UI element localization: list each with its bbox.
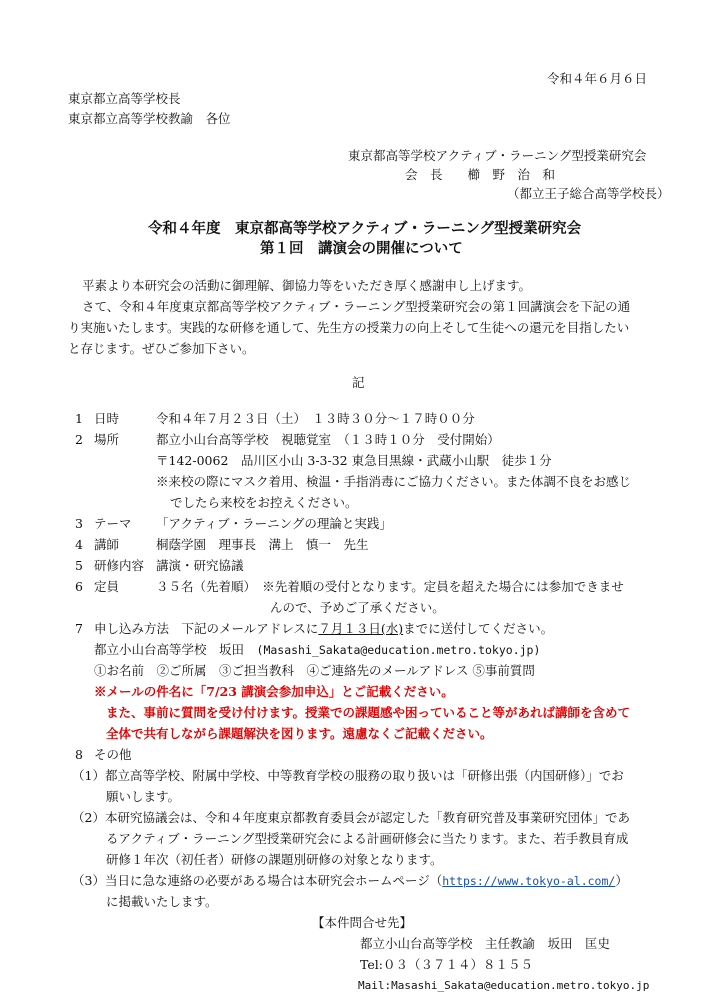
addressee-principals: 東京都立高等学校長 [68, 91, 181, 106]
document-title-line1: 令和４年度 東京都高等学校アクティブ・ラーニング型授業研究会 [148, 220, 582, 237]
item-place-note-line1: ※来校の際にマスク着用、検温・手指消毒にご協力ください。また体調不良をお感じ [156, 474, 632, 489]
sender-affiliation: （都立王子総合高等学校長） [507, 186, 670, 201]
addressee-teachers: 東京都立高等学校教諭 各位 [68, 111, 231, 126]
application-deadline: ７月１３日(水) [318, 621, 404, 636]
application-text-end: までに送付してください。 [403, 621, 554, 636]
inquiry-heading: 【本件問合せ先】 [312, 915, 413, 930]
item-label-other: その他 [94, 747, 132, 762]
application-question-note-line2: 全体で共有しながら課題解決を図ります。遠慮なくご記載ください。 [106, 726, 493, 741]
contact-email[interactable]: (Masashi_Sakata@education.metro.tokyo.jp) [256, 643, 541, 657]
other-2-line1: （2）本研究協議会は、令和４年度東京都教育委員会が認定した「教育研究普及事業研究団体」であ [72, 810, 630, 825]
item-label-capacity: 定員 [94, 579, 120, 594]
item-number-2: 2 [75, 432, 83, 447]
body-paragraph-2-line2: り実施いたします。実践的な研修を通して、先生方の授業力の向上そして生徒への還元を目指したい [68, 320, 630, 335]
item-number-4: 4 [75, 537, 83, 552]
item-place-note-line2: でしたら来校をお控えください。 [170, 495, 358, 510]
inquiry-contact-name: 都立小山台高等学校 主任教諭 坂田 匡史 [360, 936, 611, 951]
homepage-link[interactable]: https://www.tokyo-al.com/ [442, 874, 616, 888]
ki-heading: 記 [352, 375, 365, 390]
item-number-8: 8 [75, 747, 83, 762]
sender-title-name: 会 長 櫛 野 治 和 [405, 167, 556, 182]
item-place-address: 〒142-0062 品川区小山 3-3-32 東急目黒線・武蔵小山駅 徒歩１分 [156, 453, 552, 468]
application-question-note-line1: また、事前に質問を受け付けます。授業での課題感や困っていること等があれば講師を含めて [106, 705, 631, 720]
other-3-text: （3）当日に急な連絡の必要がある場合は本研究会ホームページ（ [72, 873, 443, 888]
item-label-content: 研修内容 [94, 558, 145, 573]
other-1-line1: （1）都立高等学校、附属中学校、中等教育学校の服務の取り扱いは「研修出張（内国研修）」でお [72, 768, 624, 783]
item-label-place: 場所 [94, 432, 120, 447]
item-value-place: 都立小山台高等学校 視聴覚室 （１３時１０分 受付開始） [156, 432, 500, 447]
other-3-line2: に掲載いたします。 [106, 894, 218, 909]
application-fields: ①お名前 ②ご所属 ③ご担当教科 ④ご連絡先のメールアドレス ⑤事前質問 [94, 663, 535, 678]
other-3-line1 [72, 872, 628, 890]
item-number-3: 3 [75, 516, 83, 531]
item-number-6: 6 [75, 579, 83, 594]
item-value-capacity-line2: んので、予めご了承ください。 [270, 600, 445, 615]
item-label-lecturer: 講師 [94, 537, 120, 552]
body-paragraph-2-line1: さて、令和４年度東京都高等学校アクティブ・ラーニング型授業研究会の第１回講演会を下記の通 [82, 299, 631, 314]
sender-org: 東京都高等学校アクティブ・ラーニング型授業研究会 [348, 148, 647, 163]
inquiry-tel: Tel:０３（３７１４）８１５５ [360, 957, 533, 972]
other-3-close: ） [615, 873, 628, 888]
item-number-1: 1 [75, 411, 83, 426]
item-value-capacity-line1: ３５名（先着順） ※先着順の受付となります。定員を超えた場合には参加できませ [156, 579, 624, 594]
item-value-lecturer: 桐蔭学園 理事長 溝上 慎一 先生 [156, 537, 369, 552]
body-paragraph-2-line3: と存じます。ぜひご参加下さい。 [68, 341, 255, 356]
application-text-start: 申し込み方法 下記のメールアドレスに [94, 621, 319, 636]
document-title-line2: 第１回 講演会の開催について [260, 240, 463, 257]
item-value-theme: 「アクティブ・ラーニングの理論と実践」 [156, 516, 392, 531]
application-contact [94, 641, 540, 659]
other-1-line2: 願いします。 [106, 789, 181, 804]
contact-school: 都立小山台高等学校 坂田 [94, 642, 257, 657]
inquiry-mail[interactable]: Mail:Masashi_Sakata@education.metro.tokyo.jp [358, 979, 650, 992]
body-paragraph-1: 平素より本研究会の活動に御理解、御協力等をいただき厚く感謝申し上げます。 [82, 278, 532, 293]
item-value-date: 令和４年７月２３日（土） １３時３０分～１７時００分 [156, 411, 475, 426]
item-application [94, 620, 553, 638]
item-label-theme: テーマ [94, 516, 132, 531]
other-2-line2: るアクティブ・ラーニング型授業研究会による計画研修会に当たります。また、若手教員育成 [106, 831, 629, 846]
document-date: 令和４年６月６日 [546, 71, 647, 86]
item-value-content: 講演・研究協議 [156, 558, 244, 573]
application-subject-note: ※メールの件名に「7/23 講演会参加申込」とご記載ください。 [94, 684, 454, 699]
item-label-date: 日時 [94, 411, 120, 426]
item-number-7: 7 [75, 621, 83, 636]
item-number-5: 5 [75, 558, 83, 573]
other-2-line3: 研修１年次（初任者）研修の課題別研修の対象となります。 [106, 852, 443, 867]
